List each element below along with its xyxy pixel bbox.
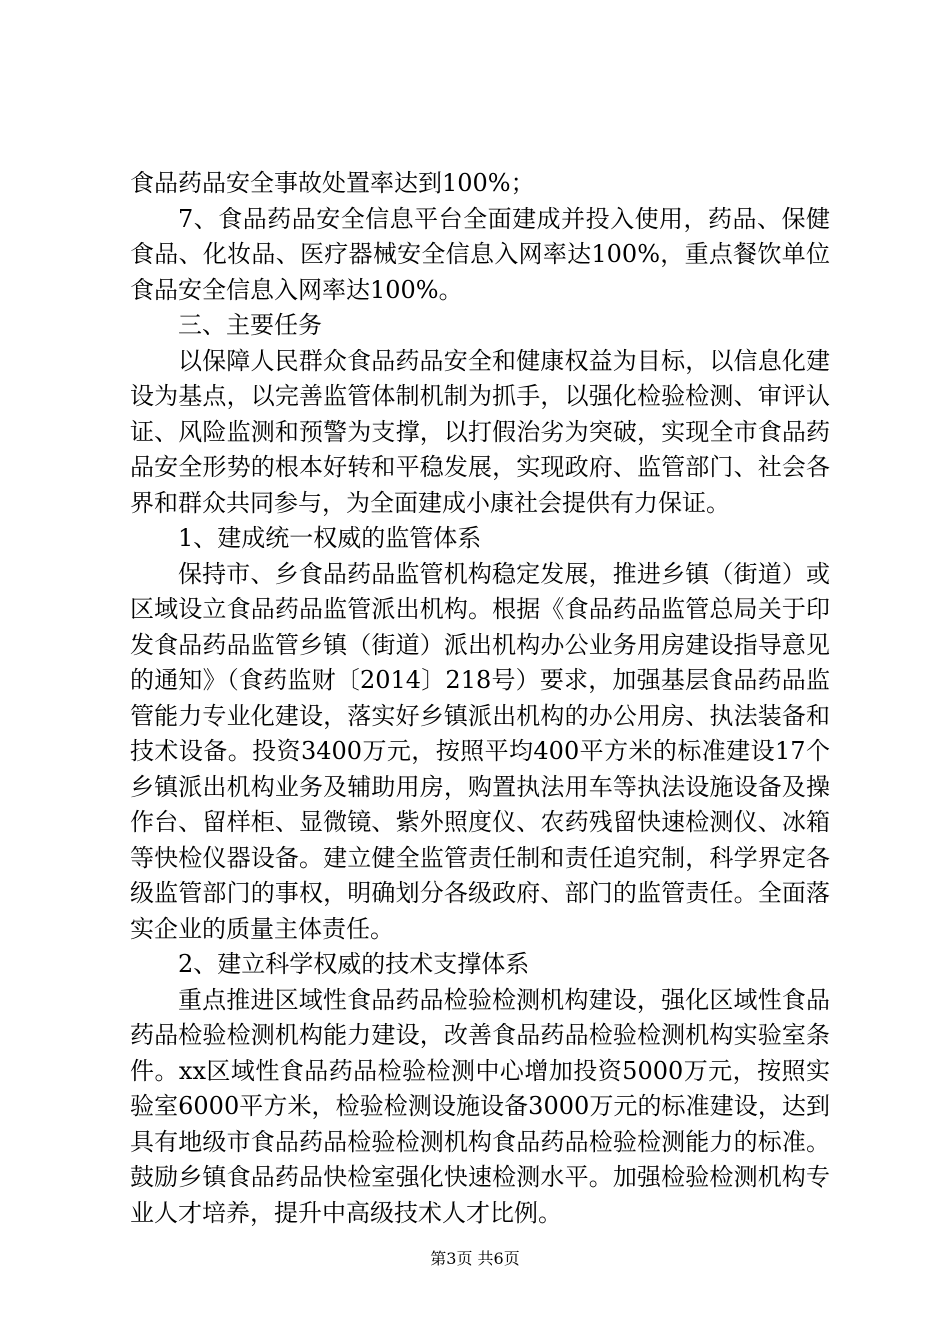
paragraph-technical-support: 重点推进区域性食品药品检验检测机构建设，强化区域性食品药品检验检测机构能力建设，改善食品药品检验检测机构实验室条件。xx区域性食品药品检验检测中心增加投资5000万元，按照实验室6000平方米，检验检测设施设备3000万元的标准建设，达到具有地级市食品药品检验检测机构食品药品检验检测能力的标准。鼓励乡镇食品药品快检室强化快速检测水平。加强检验检测机构专业人才培养，提升中高级技术人才比例。 xyxy=(130,985,830,1227)
page-footer xyxy=(0,1246,950,1269)
paragraph-continuation: 食品药品安全事故处置率达到100%； xyxy=(130,169,535,197)
document-body xyxy=(130,166,830,1231)
subheading-supervision-system: 1、建成统一权威的监管体系 xyxy=(178,524,482,552)
section-heading-main-tasks: 三、主要任务 xyxy=(178,311,322,339)
page-number-label: 第3页 共6页 xyxy=(430,1249,520,1268)
paragraph-item-7: 7、食品药品安全信息平台全面建成并投入使用，药品、保健食品、化妆品、医疗器械安全信息入网率达100%，重点餐饮单位食品安全信息入网率达100%。 xyxy=(130,204,830,304)
subheading-technical-support: 2、建立科学权威的技术支撑体系 xyxy=(178,950,530,978)
paragraph-supervision-system: 保持市、乡食品药品监管机构稳定发展，推进乡镇（街道）或区域设立食品药品监管派出机构。根据《食品药品监管总局关于印发食品药品监管乡镇（街道）派出机构办公业务用房建设指导意见的通知》（食药监财〔2014〕218号）要求，加强基层食品药品监管能力专业化建设，落实好乡镇派出机构的办公用房、执法装备和技术设备。投资3400万元，按照平均400平方米的标准建设17个乡镇派出机构业务及辅助用房，购置执法用车等执法设施设备及操作台、留样柜、显微镜、紫外照度仪、农药残留快速检测仪、冰箱等快检仪器设备。建立健全监管责任制和责任追究制，科学界定各级监管部门的事权，明确划分各级政府、部门的监管责任。全面落实企业的质量主体责任。 xyxy=(130,559,830,943)
paragraph-main-tasks-intro: 以保障人民群众食品药品安全和健康权益为目标，以信息化建设为基点，以完善监管体制机制为抓手，以强化检验检测、审评认证、风险监测和预警为支撑，以打假治劣为突破，实现全市食品药品安全形势的根本好转和平稳发展，实现政府、监管部门、社会各界和群众共同参与，为全面建成小康社会提供有力保证。 xyxy=(130,346,830,517)
